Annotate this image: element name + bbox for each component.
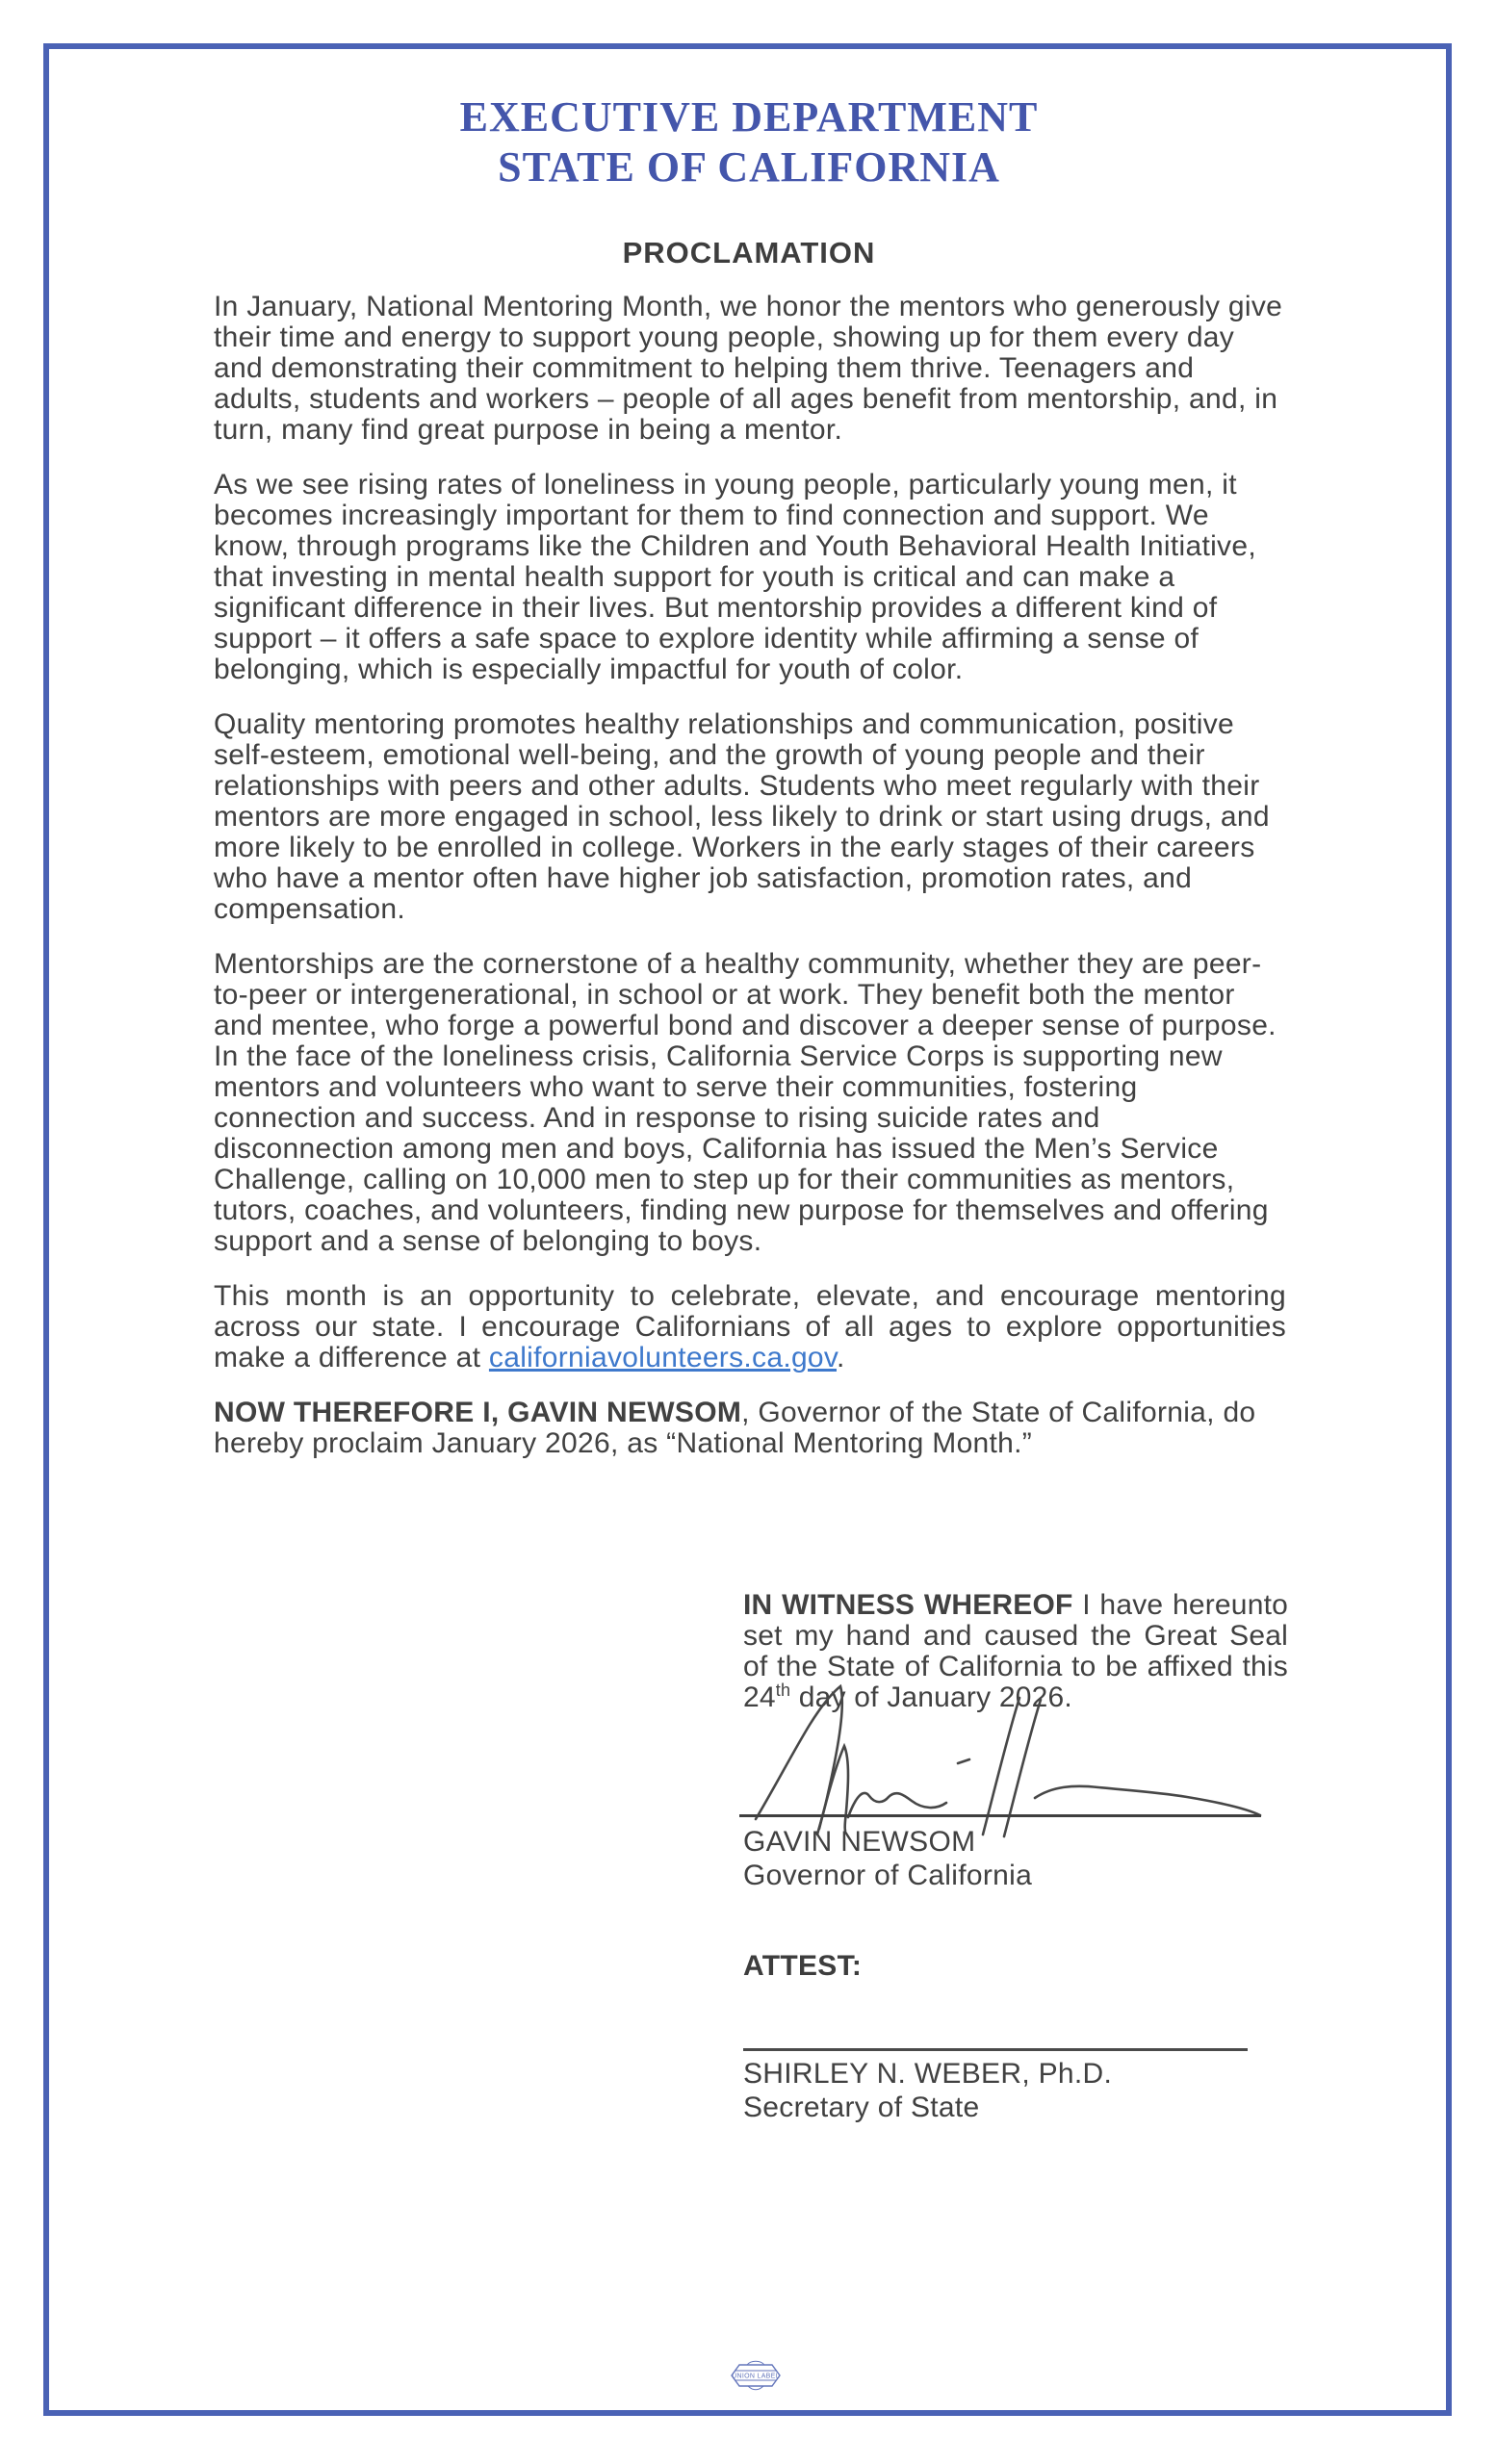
governor-title: Governor of California [743, 1860, 1033, 1891]
secretary-name: SHIRLEY N. WEBER, Ph.D. [743, 2058, 1113, 2090]
decree-bold-text: NOW THEREFORE I, GAVIN NEWSOM [214, 1397, 742, 1428]
cta-text: This month is an opportunity to celebrate, elevate, and encourage mentoring across our state. I encourage Californians of all ages to explore opportunities make a difference at [214, 1280, 1286, 1373]
body-paragraph-4: Mentorships are the cornerstone of a healthy community, whether they are peer-to-peer or intergenerational, in school or at work. They benefit both the mentor and mentee, who forge a powerful bond and discover a deeper sense of purpose. In the face of the loneliness crisis, California Service Corps is supporting new mentors and volunteers who want to serve their communities, fostering connection and success. And in response to rising suicide rates and disconnection among men and boys, California has issued the Men’s Service Challenge, calling on 10,000 men to step up for their communities as mentors, tutors, coaches, and volunteers, finding new purpose for themselves and offering support and a sense of belonging to boys. [214, 948, 1277, 1257]
witness-text-1: I have hereunto set my hand and caused the Great Seal of the State of California to be affixed this 24 [743, 1589, 1288, 1713]
decree-rest-text: , Governor of the State of California, do hereby proclaim January 2026, as “National Mentoring Month.” [214, 1397, 1256, 1459]
header-department: EXECUTIVE DEPARTMENT [459, 93, 1039, 141]
signature-line [739, 1814, 1261, 1817]
union-label-text: UNION LABEL [732, 2373, 780, 2380]
witness-bold-text: IN WITNESS WHEREOF [743, 1589, 1073, 1621]
secretary-signature-block [743, 2048, 1248, 2124]
governor-name: GAVIN NEWSOM [743, 1826, 976, 1858]
body-paragraph-3: Quality mentoring promotes healthy relationships and communication, positive self-esteem, emotional well-being, and the growth of young people and their relationships with peers and other adults. Students who meet regularly with their mentors are more engaged in school, less likely to drink or start using drugs, and more likely to be enrolled in college. Workers in the early stages of their careers who have a mentor often have higher job satisfaction, promotion rates, and compensation. [214, 708, 1270, 925]
proclamation-title: PROCLAMATION [622, 236, 876, 270]
secretary-title: Secretary of State [743, 2092, 980, 2123]
union-label-seal [728, 2356, 784, 2395]
cta-period: . [837, 1342, 845, 1373]
witness-text-2: day of January 2026. [790, 1681, 1072, 1713]
proclamation-body [214, 292, 1286, 1483]
governor-signature-block [743, 1825, 1032, 1892]
decree-paragraph [214, 1398, 1286, 1459]
body-paragraph-2: As we see rising rates of loneliness in young people, particularly young men, it becomes increasingly important for them to find connection and support. We know, through programs like the Children and Youth Behavioral Health Initiative, that investing in mental health support for youth is critical and can make a significant difference in their lives. But mentorship provides a different kind of support – it offers a safe space to explore identity while affirming a sense of belonging, which is especially impactful for youth of color. [214, 469, 1256, 685]
californiavolunteers-link[interactable]: californiavolunteers.ca.gov [488, 1342, 837, 1373]
body-paragraph-1: In January, National Mentoring Month, we honor the mentors who generously give their time and energy to support young people, showing up for them every day and demonstrating their commitment to helping them thrive. Teenagers and adults, students and workers – people of all ages benefit from mentorship, and, in turn, many find great purpose in being a mentor. [214, 291, 1283, 446]
body-paragraph-cta [214, 1281, 1286, 1373]
document-header [214, 92, 1284, 192]
header-state: STATE OF CALIFORNIA [498, 143, 1000, 191]
witness-ordinal-suffix: th [775, 1681, 791, 1700]
attest-label: ATTEST: [743, 1950, 863, 1982]
